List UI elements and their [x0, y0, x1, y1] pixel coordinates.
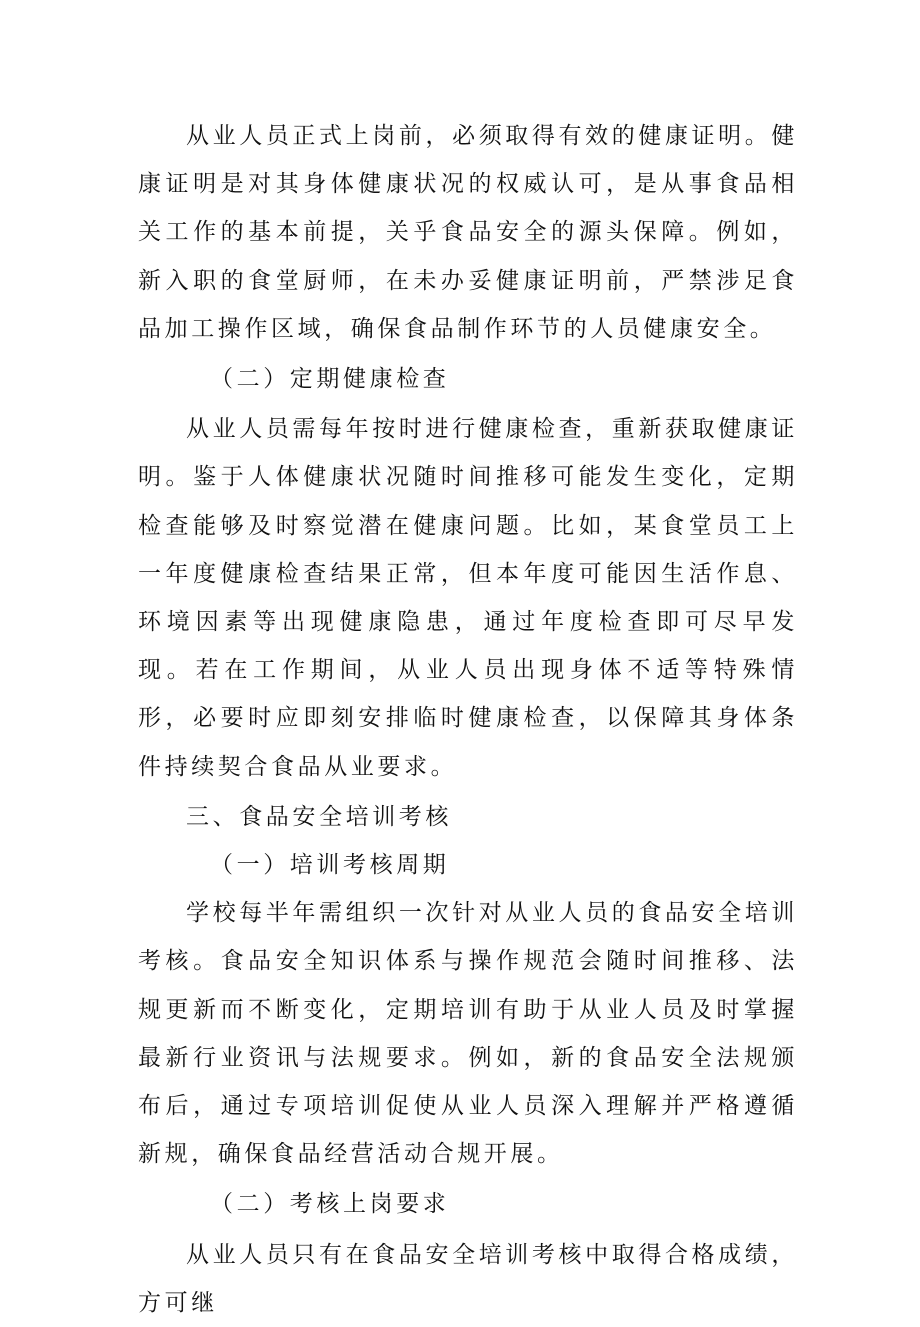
- document-body: [138, 112, 798, 1327]
- heading-periodic-health-check: （二）定期健康检查: [210, 366, 450, 393]
- heading-section-3-training: 三、食品安全培训考核: [186, 803, 452, 830]
- heading-training-cycle: （一）培训考核周期: [210, 852, 450, 879]
- paragraph-health-certificate: 从业人员正式上岗前，必须取得有效的健康证明。健康证明是对其身体健康状况的权威认可，是从事食品相关工作的基本前提，关乎食品安全的源头保障。例如，新入职的食堂厨师，在未办妥健康证明前，严禁涉足食品加工操作区域，确保食品制作环节的人员健康安全。: [138, 123, 798, 342]
- paragraph-exam-requirement: 从业人员只有在食品安全培训考核中取得合格成绩，方可继: [138, 1241, 798, 1316]
- paragraph-annual-health-check: 从业人员需每年按时进行健康检查，重新获取健康证明。鉴于人体健康状况随时间推移可能发生变化，定期检查能够及时察觉潜在健康问题。比如，某食堂员工上一年度健康检查结果正常，但本年度可能因生活作息、环境因素等出现健康隐患，通过年度检查即可尽早发现。若在工作期间，从业人员出现身体不适等特殊情形，必要时应即刻安排临时健康检查，以保障其身体条件持续契合食品从业要求。: [138, 416, 798, 780]
- paragraph-training-cycle: 学校每半年需组织一次针对从业人员的食品安全培训考核。食品安全知识体系与操作规范会随时间推移、法规更新而不断变化，定期培训有助于从业人员及时掌握最新行业资讯与法规要求。例如，新的食品安全法规颁布后，通过专项培训促使从业人员深入理解并严格遵循新规，确保食品经营活动合规开展。: [138, 900, 798, 1168]
- heading-exam-requirement: （二）考核上岗要求: [210, 1191, 450, 1218]
